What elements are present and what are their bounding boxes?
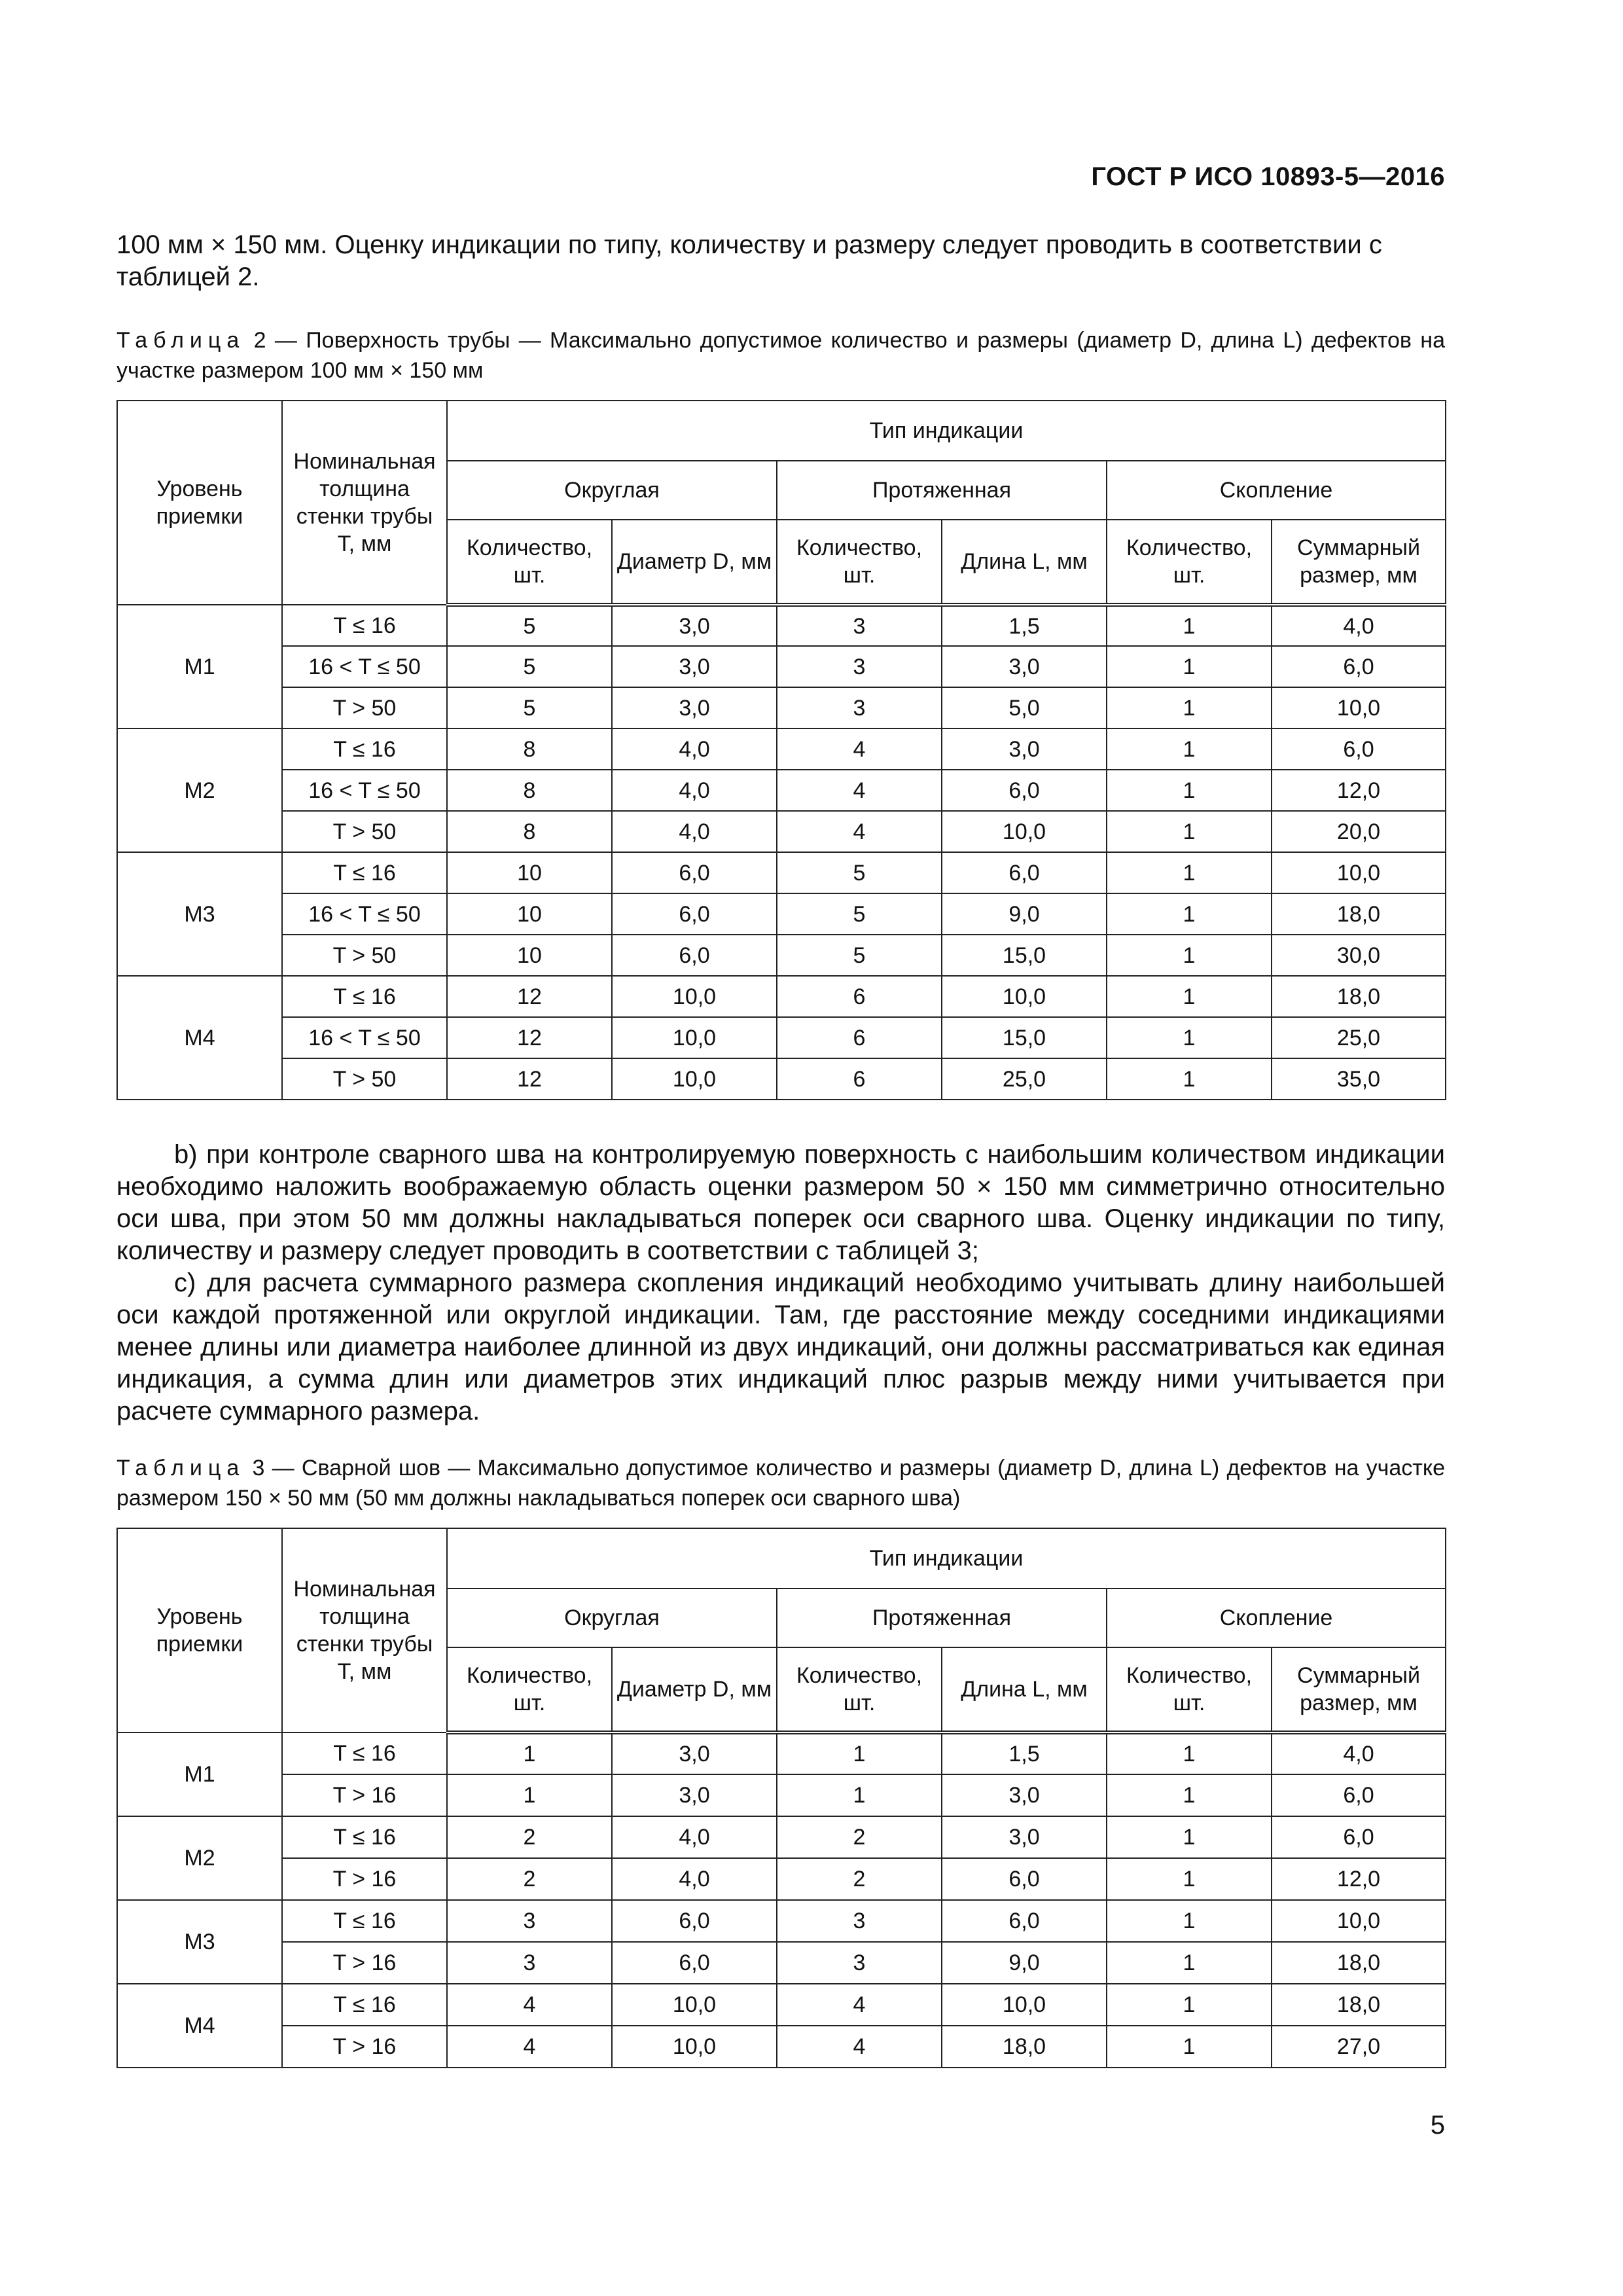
round-diameter-cell: 6,0 bbox=[612, 852, 777, 893]
elongated-length-cell: 5,0 bbox=[942, 687, 1107, 728]
thickness-cell: T ≤ 16 bbox=[282, 728, 447, 770]
table-row bbox=[117, 1942, 1446, 1984]
table-row bbox=[117, 687, 1446, 728]
cluster-qty-cell: 1 bbox=[1107, 2026, 1272, 2068]
round-diameter-cell: 6,0 bbox=[612, 1942, 777, 1984]
table-row bbox=[117, 1816, 1446, 1858]
elongated-qty-cell: 6 bbox=[777, 976, 942, 1017]
cluster-total-cell: 20,0 bbox=[1272, 811, 1446, 852]
cluster-total-cell: 6,0 bbox=[1272, 646, 1446, 687]
round-qty-cell: 5 bbox=[447, 605, 612, 646]
acceptance-level-cell: M4 bbox=[117, 1984, 282, 2068]
table-row bbox=[117, 1984, 1446, 2026]
table-row bbox=[117, 1858, 1446, 1900]
table-row bbox=[117, 1017, 1446, 1058]
cluster-total-cell: 10,0 bbox=[1272, 852, 1446, 893]
cluster-qty-cell: 1 bbox=[1107, 687, 1272, 728]
table2-caption-word: Таблица bbox=[116, 328, 245, 353]
table3 bbox=[116, 1528, 1446, 2068]
round-qty-cell: 8 bbox=[447, 770, 612, 811]
cluster-total-cell: 6,0 bbox=[1272, 1816, 1446, 1858]
thickness-cell: T > 16 bbox=[282, 2026, 447, 2068]
thickness-cell: T > 16 bbox=[282, 1774, 447, 1816]
cluster-qty-cell: 1 bbox=[1107, 646, 1272, 687]
round-diameter-cell: 10,0 bbox=[612, 976, 777, 1017]
elongated-length-cell: 18,0 bbox=[942, 2026, 1107, 2068]
thickness-cell: 16 < T ≤ 50 bbox=[282, 1017, 447, 1058]
thickness-cell: T ≤ 16 bbox=[282, 1732, 447, 1774]
thickness-cell: T ≤ 16 bbox=[282, 852, 447, 893]
table2-caption bbox=[116, 325, 1445, 386]
cluster-total-cell: 30,0 bbox=[1272, 935, 1446, 976]
table-row bbox=[117, 976, 1446, 1017]
item-c-paragraph: c) для расчета суммарного размера скопления индикаций необходимо учитывать длину наибольшей оси каждой протяженной или округлой индикации. Там, где расстояние между соседними индикациями менее длины или диаметра наиболее длинной из двух индикаций, они должны рассматриваться как единая индикация, а сумма длин или диаметров этих индикаций плюс разрыв между ними учитывается при расчете суммарного размера. bbox=[116, 1268, 1445, 1426]
header-level: Уровень приемки bbox=[117, 1528, 282, 1732]
cluster-total-cell: 18,0 bbox=[1272, 893, 1446, 935]
round-diameter-cell: 4,0 bbox=[612, 770, 777, 811]
thickness-cell: T > 16 bbox=[282, 1942, 447, 1984]
cluster-total-cell: 10,0 bbox=[1272, 1900, 1446, 1942]
acceptance-level-cell: M2 bbox=[117, 728, 282, 852]
cluster-total-cell: 18,0 bbox=[1272, 1942, 1446, 1984]
elongated-length-cell: 3,0 bbox=[942, 1774, 1107, 1816]
cluster-qty-cell: 1 bbox=[1107, 770, 1272, 811]
header-thickness: Номинальная толщина стенки трубы T, мм bbox=[282, 1528, 447, 1732]
thickness-cell: T ≤ 16 bbox=[282, 1900, 447, 1942]
acceptance-level-cell: M4 bbox=[117, 976, 282, 1100]
body-paragraphs bbox=[116, 1139, 1445, 1427]
cluster-qty-cell: 1 bbox=[1107, 852, 1272, 893]
table-row bbox=[117, 893, 1446, 935]
round-qty-cell: 10 bbox=[447, 852, 612, 893]
elongated-length-cell: 15,0 bbox=[942, 1017, 1107, 1058]
elongated-length-cell: 1,5 bbox=[942, 1732, 1107, 1774]
cluster-total-cell: 18,0 bbox=[1272, 1984, 1446, 2026]
thickness-cell: 16 < T ≤ 50 bbox=[282, 646, 447, 687]
thickness-cell: T ≤ 16 bbox=[282, 1984, 447, 2026]
header-level: Уровень приемки bbox=[117, 401, 282, 605]
cluster-qty-cell: 1 bbox=[1107, 728, 1272, 770]
round-qty-cell: 12 bbox=[447, 1017, 612, 1058]
cluster-total-cell: 18,0 bbox=[1272, 976, 1446, 1017]
header-elongated: Протяженная bbox=[777, 1588, 1107, 1647]
acceptance-level-cell: M1 bbox=[117, 605, 282, 728]
elongated-length-cell: 10,0 bbox=[942, 1984, 1107, 2026]
elongated-qty-cell: 4 bbox=[777, 2026, 942, 2068]
header-elongated-length: Длина L, мм bbox=[942, 520, 1107, 605]
thickness-cell: T > 50 bbox=[282, 1058, 447, 1100]
round-diameter-cell: 3,0 bbox=[612, 1774, 777, 1816]
item-b-paragraph: b) при контроле сварного шва на контролируемую поверхность с наибольшим количеством индикации необходимо наложить воображаемую область оценки размером 50 × 150 мм симметрично относительно оси шва, при этом 50 мм должны накладываться поперек оси сварного шва. Оценку индикации по типу, количеству и размеру следует проводить в соответствии с таблицей 3; bbox=[116, 1140, 1445, 1265]
cluster-total-cell: 27,0 bbox=[1272, 2026, 1446, 2068]
table2-caption-text: 2 — Поверхность трубы — Максимально допустимое количество и размеры (диаметр D, длина L) дефектов на участке размером 100 мм × 150 мм bbox=[116, 328, 1445, 383]
cluster-qty-cell: 1 bbox=[1107, 1017, 1272, 1058]
header-elongated-length: Длина L, мм bbox=[942, 1647, 1107, 1732]
table-row bbox=[117, 1058, 1446, 1100]
round-qty-cell: 12 bbox=[447, 1058, 612, 1100]
elongated-length-cell: 10,0 bbox=[942, 976, 1107, 1017]
table3-caption-word: Таблица bbox=[116, 1456, 245, 1480]
header-round-qty: Количество, шт. bbox=[447, 520, 612, 605]
elongated-qty-cell: 4 bbox=[777, 728, 942, 770]
table3-caption bbox=[116, 1453, 1445, 1513]
header-cluster-total: Суммарный размер, мм bbox=[1272, 1647, 1446, 1732]
round-diameter-cell: 10,0 bbox=[612, 1017, 777, 1058]
header-round-diameter: Диаметр D, мм bbox=[612, 520, 777, 605]
header-cluster: Скопление bbox=[1107, 461, 1446, 520]
table2 bbox=[116, 400, 1446, 1100]
round-diameter-cell: 3,0 bbox=[612, 646, 777, 687]
elongated-qty-cell: 3 bbox=[777, 646, 942, 687]
header-cluster-total: Суммарный размер, мм bbox=[1272, 520, 1446, 605]
table2-body bbox=[117, 605, 1446, 1100]
elongated-length-cell: 25,0 bbox=[942, 1058, 1107, 1100]
thickness-cell: T > 50 bbox=[282, 811, 447, 852]
round-diameter-cell: 6,0 bbox=[612, 1900, 777, 1942]
round-diameter-cell: 4,0 bbox=[612, 728, 777, 770]
thickness-cell: T > 50 bbox=[282, 687, 447, 728]
elongated-qty-cell: 2 bbox=[777, 1858, 942, 1900]
elongated-length-cell: 3,0 bbox=[942, 728, 1107, 770]
elongated-qty-cell: 4 bbox=[777, 770, 942, 811]
cluster-total-cell: 35,0 bbox=[1272, 1058, 1446, 1100]
thickness-cell: T > 16 bbox=[282, 1858, 447, 1900]
cluster-qty-cell: 1 bbox=[1107, 1774, 1272, 1816]
header-cluster-qty: Количество, шт. bbox=[1107, 520, 1272, 605]
header-elongated-qty: Количество, шт. bbox=[777, 1647, 942, 1732]
cluster-qty-cell: 1 bbox=[1107, 935, 1272, 976]
intro-paragraph bbox=[116, 229, 1445, 293]
cluster-total-cell: 12,0 bbox=[1272, 770, 1446, 811]
cluster-total-cell: 4,0 bbox=[1272, 605, 1446, 646]
header-elongated: Протяженная bbox=[777, 461, 1107, 520]
elongated-length-cell: 6,0 bbox=[942, 770, 1107, 811]
table-row bbox=[117, 605, 1446, 646]
header-thickness: Номинальная толщина стенки трубы T, мм bbox=[282, 401, 447, 605]
header-round: Округлая bbox=[447, 461, 777, 520]
table3-caption-text: 3 — Сварной шов — Максимально допустимое количество и размеры (диаметр D, длина L) дефектов на участке размером 150 × 50 мм (50 мм должны накладываться поперек оси сварного шва) bbox=[116, 1456, 1445, 1511]
elongated-length-cell: 9,0 bbox=[942, 1942, 1107, 1984]
round-diameter-cell: 3,0 bbox=[612, 687, 777, 728]
elongated-length-cell: 3,0 bbox=[942, 1816, 1107, 1858]
cluster-total-cell: 12,0 bbox=[1272, 1858, 1446, 1900]
thickness-cell: T ≤ 16 bbox=[282, 976, 447, 1017]
round-qty-cell: 10 bbox=[447, 893, 612, 935]
header-indication-type: Тип индикации bbox=[447, 401, 1446, 461]
round-qty-cell: 2 bbox=[447, 1858, 612, 1900]
intro-line-1: 100 мм × 150 мм. Оценку индикации по типу, количеству и размеру следует проводить в соответствии с bbox=[116, 230, 1382, 259]
round-qty-cell: 5 bbox=[447, 646, 612, 687]
thickness-cell: 16 < T ≤ 50 bbox=[282, 770, 447, 811]
round-qty-cell: 10 bbox=[447, 935, 612, 976]
round-qty-cell: 1 bbox=[447, 1732, 612, 1774]
elongated-length-cell: 15,0 bbox=[942, 935, 1107, 976]
elongated-qty-cell: 5 bbox=[777, 893, 942, 935]
round-diameter-cell: 6,0 bbox=[612, 935, 777, 976]
header-round: Округлая bbox=[447, 1588, 777, 1647]
elongated-qty-cell: 4 bbox=[777, 811, 942, 852]
round-diameter-cell: 10,0 bbox=[612, 1058, 777, 1100]
intro-line-2: таблицей 2. bbox=[116, 262, 260, 291]
document-code: ГОСТ Р ИСО 10893-5—2016 bbox=[1091, 162, 1445, 191]
elongated-qty-cell: 5 bbox=[777, 935, 942, 976]
header-cluster: Скопление bbox=[1107, 1588, 1446, 1647]
header-round-qty: Количество, шт. bbox=[447, 1647, 612, 1732]
thickness-cell: T > 50 bbox=[282, 935, 447, 976]
cluster-qty-cell: 1 bbox=[1107, 976, 1272, 1017]
cluster-qty-cell: 1 bbox=[1107, 1984, 1272, 2026]
round-diameter-cell: 4,0 bbox=[612, 1816, 777, 1858]
cluster-total-cell: 10,0 bbox=[1272, 687, 1446, 728]
round-diameter-cell: 10,0 bbox=[612, 1984, 777, 2026]
elongated-qty-cell: 3 bbox=[777, 687, 942, 728]
cluster-qty-cell: 1 bbox=[1107, 1058, 1272, 1100]
cluster-qty-cell: 1 bbox=[1107, 1816, 1272, 1858]
table-row bbox=[117, 646, 1446, 687]
cluster-total-cell: 6,0 bbox=[1272, 728, 1446, 770]
elongated-qty-cell: 3 bbox=[777, 1942, 942, 1984]
acceptance-level-cell: M2 bbox=[117, 1816, 282, 1900]
page-number: 5 bbox=[1430, 2111, 1445, 2140]
header-indication-type: Тип индикации bbox=[447, 1528, 1446, 1588]
table-row bbox=[117, 852, 1446, 893]
round-qty-cell: 3 bbox=[447, 1942, 612, 1984]
round-diameter-cell: 3,0 bbox=[612, 1732, 777, 1774]
thickness-cell: T ≤ 16 bbox=[282, 1816, 447, 1858]
cluster-qty-cell: 1 bbox=[1107, 605, 1272, 646]
round-diameter-cell: 4,0 bbox=[612, 811, 777, 852]
table-row bbox=[117, 811, 1446, 852]
round-qty-cell: 1 bbox=[447, 1774, 612, 1816]
table3-body bbox=[117, 1732, 1446, 2068]
elongated-qty-cell: 2 bbox=[777, 1816, 942, 1858]
thickness-cell: 16 < T ≤ 50 bbox=[282, 893, 447, 935]
round-diameter-cell: 10,0 bbox=[612, 2026, 777, 2068]
cluster-qty-cell: 1 bbox=[1107, 1900, 1272, 1942]
elongated-length-cell: 9,0 bbox=[942, 893, 1107, 935]
table-row bbox=[117, 2026, 1446, 2068]
cluster-qty-cell: 1 bbox=[1107, 811, 1272, 852]
cluster-qty-cell: 1 bbox=[1107, 1942, 1272, 1984]
table-row bbox=[117, 1900, 1446, 1942]
thickness-cell: T ≤ 16 bbox=[282, 605, 447, 646]
table-row bbox=[117, 1732, 1446, 1774]
acceptance-level-cell: M3 bbox=[117, 1900, 282, 1984]
cluster-qty-cell: 1 bbox=[1107, 1858, 1272, 1900]
round-diameter-cell: 3,0 bbox=[612, 605, 777, 646]
round-qty-cell: 12 bbox=[447, 976, 612, 1017]
elongated-qty-cell: 4 bbox=[777, 1984, 942, 2026]
elongated-qty-cell: 6 bbox=[777, 1017, 942, 1058]
cluster-total-cell: 4,0 bbox=[1272, 1732, 1446, 1774]
elongated-qty-cell: 1 bbox=[777, 1774, 942, 1816]
table-row bbox=[117, 770, 1446, 811]
elongated-qty-cell: 5 bbox=[777, 852, 942, 893]
round-diameter-cell: 6,0 bbox=[612, 893, 777, 935]
round-qty-cell: 4 bbox=[447, 1984, 612, 2026]
elongated-qty-cell: 3 bbox=[777, 1900, 942, 1942]
elongated-qty-cell: 1 bbox=[777, 1732, 942, 1774]
elongated-length-cell: 3,0 bbox=[942, 646, 1107, 687]
round-qty-cell: 8 bbox=[447, 811, 612, 852]
elongated-length-cell: 6,0 bbox=[942, 1900, 1107, 1942]
round-qty-cell: 8 bbox=[447, 728, 612, 770]
cluster-qty-cell: 1 bbox=[1107, 893, 1272, 935]
round-qty-cell: 2 bbox=[447, 1816, 612, 1858]
header-elongated-qty: Количество, шт. bbox=[777, 520, 942, 605]
round-qty-cell: 4 bbox=[447, 2026, 612, 2068]
elongated-length-cell: 10,0 bbox=[942, 811, 1107, 852]
table-row bbox=[117, 1774, 1446, 1816]
elongated-length-cell: 1,5 bbox=[942, 605, 1107, 646]
round-qty-cell: 3 bbox=[447, 1900, 612, 1942]
acceptance-level-cell: M1 bbox=[117, 1732, 282, 1816]
header-round-diameter: Диаметр D, мм bbox=[612, 1647, 777, 1732]
cluster-qty-cell: 1 bbox=[1107, 1732, 1272, 1774]
elongated-length-cell: 6,0 bbox=[942, 852, 1107, 893]
round-diameter-cell: 4,0 bbox=[612, 1858, 777, 1900]
elongated-length-cell: 6,0 bbox=[942, 1858, 1107, 1900]
cluster-total-cell: 6,0 bbox=[1272, 1774, 1446, 1816]
header-cluster-qty: Количество, шт. bbox=[1107, 1647, 1272, 1732]
cluster-total-cell: 25,0 bbox=[1272, 1017, 1446, 1058]
table-row bbox=[117, 728, 1446, 770]
elongated-qty-cell: 3 bbox=[777, 605, 942, 646]
acceptance-level-cell: M3 bbox=[117, 852, 282, 976]
round-qty-cell: 5 bbox=[447, 687, 612, 728]
table-row bbox=[117, 935, 1446, 976]
elongated-qty-cell: 6 bbox=[777, 1058, 942, 1100]
